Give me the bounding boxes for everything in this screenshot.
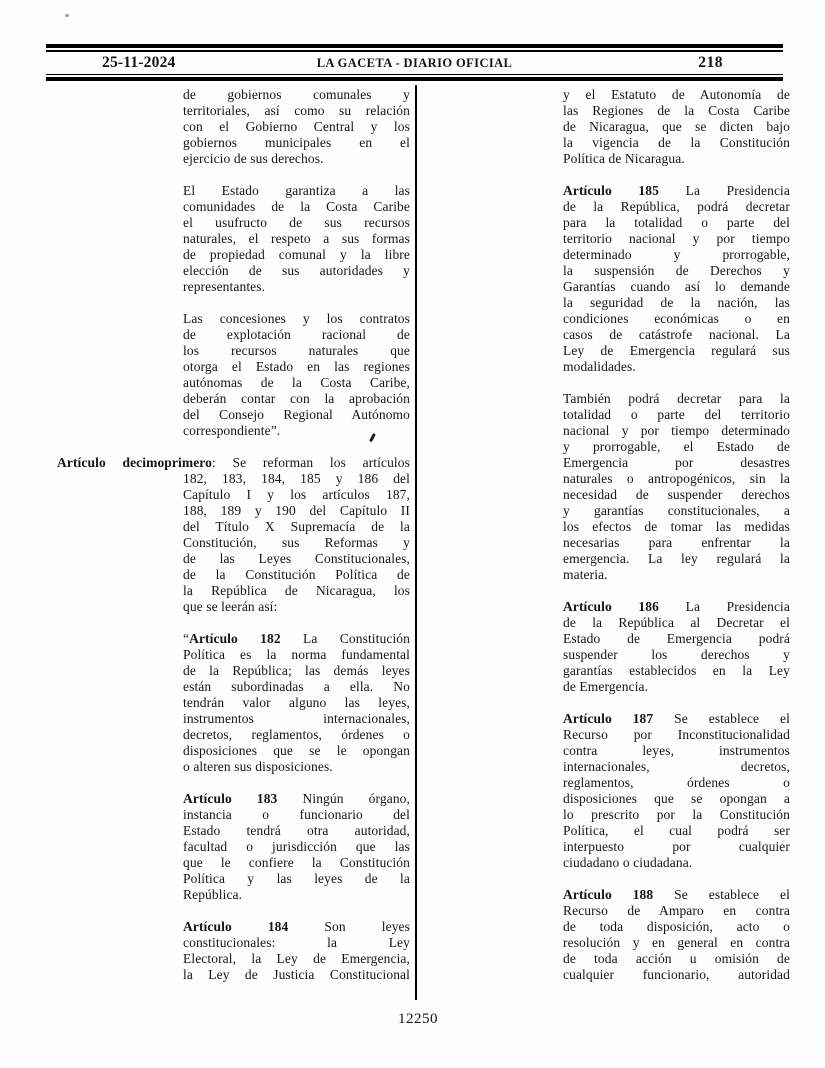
text-line: tendrán valor alguno las leyes, bbox=[183, 695, 410, 710]
text-line: Electoral, la Ley de Emergencia, bbox=[183, 951, 410, 966]
text-line: de propiedad comunal y la libre bbox=[183, 247, 410, 262]
text-line: de las Leyes Constitucionales, bbox=[183, 551, 410, 566]
paragraph bbox=[57, 455, 410, 615]
text-line: la seguridad de la nación, las bbox=[563, 295, 790, 310]
text-line: determinado y prorrogable, bbox=[563, 247, 790, 262]
text-line: contra leyes, instrumentos bbox=[563, 743, 790, 758]
text-line bbox=[563, 183, 790, 199]
text-line: y garantías constitucionales, a bbox=[563, 503, 790, 518]
text-line: los recursos naturales que bbox=[183, 343, 410, 358]
text-line: facultad o jurisdicción que las bbox=[183, 839, 410, 854]
text-line: 182, 183, 184, 185 y 186 del bbox=[183, 471, 410, 486]
text-segment: “ bbox=[183, 631, 190, 646]
text-line: Política, el cual podrá ser bbox=[563, 823, 790, 838]
header-rule-top-thick bbox=[46, 44, 783, 48]
text-line: Capítulo I y los artículos 187, bbox=[183, 487, 410, 502]
paragraph bbox=[437, 887, 790, 983]
text-line: y el Estatuto de Autonomía de bbox=[563, 87, 790, 102]
text-line: Política de Nicaragua. bbox=[563, 151, 685, 166]
right-column bbox=[437, 87, 790, 999]
text-segment: Se establece el bbox=[653, 711, 790, 726]
text-line: También podrá decretar para la bbox=[563, 391, 790, 406]
text-line: y prorrogable, el Estado de bbox=[563, 439, 790, 454]
column-divider bbox=[415, 85, 417, 1000]
text-line: disposiciones que se opongan a bbox=[563, 791, 790, 806]
text-line: del Título X Supremacía de la bbox=[183, 519, 410, 534]
text-segment: La Constitución bbox=[280, 631, 410, 646]
text-line: ciudadano o ciudadana. bbox=[563, 855, 693, 870]
paragraph bbox=[437, 599, 790, 695]
header-rule-bottom-thick bbox=[46, 77, 783, 81]
article-label: Artículo 182 bbox=[189, 631, 281, 646]
text-line: Garantías cuando así lo demande bbox=[563, 279, 790, 294]
text-line: interpuesto por cualquier bbox=[563, 839, 790, 854]
article-label: Artículo decimoprimero bbox=[57, 455, 212, 470]
text-line: de la República, podrá decretar bbox=[563, 199, 790, 214]
text-line: la vigencia de la Constitución bbox=[563, 135, 790, 150]
text-line: garantías establecidos en la Ley bbox=[563, 663, 790, 678]
text-line: internacionales, decretos, bbox=[563, 759, 790, 774]
text-segment: : Se reforman los artículos bbox=[212, 455, 410, 470]
article-label: Artículo 183 bbox=[183, 791, 278, 806]
text-line: la suspensión de Derechos y bbox=[563, 263, 790, 278]
text-line: territoriales, así como su relación bbox=[183, 103, 410, 118]
header-page-number: 218 bbox=[698, 53, 723, 71]
scan-artifact-dot bbox=[65, 14, 69, 17]
text-line: están subordinadas a ella. No bbox=[183, 679, 410, 694]
header-title: LA GACETA - DIARIO OFICIAL bbox=[316, 56, 513, 70]
text-line: emergencia. La ley regulará la bbox=[563, 551, 790, 566]
article-label: Artículo 184 bbox=[183, 919, 289, 934]
text-line: Recurso de Amparo en contra bbox=[563, 903, 790, 918]
text-line: elección de sus autoridades y bbox=[183, 263, 410, 278]
text-segment: La Presidencia bbox=[658, 599, 790, 614]
text-line: totalidad o parte del territorio bbox=[563, 407, 790, 422]
header-date: 25-11-2024 bbox=[102, 53, 176, 71]
text-line: la Ley de Justicia Constitucional bbox=[183, 967, 410, 982]
text-line: de la República al Decretar el bbox=[563, 615, 790, 630]
text-line: que le confiere la Constitución bbox=[183, 855, 410, 870]
text-line: suspender los derechos y bbox=[563, 647, 790, 662]
text-line: instrumentos internacionales, bbox=[183, 711, 410, 726]
text-line: otorga el Estado en las regiones bbox=[183, 359, 410, 374]
left-column bbox=[57, 87, 410, 999]
text-segment: La Presidencia bbox=[658, 183, 790, 198]
text-line: de explotación racional de bbox=[183, 327, 410, 342]
text-line: modalidades. bbox=[563, 359, 636, 374]
text-line: correspondiente”. bbox=[183, 423, 281, 438]
article-label: Artículo 186 bbox=[563, 599, 659, 614]
text-line: Constitución, sus Reformas y bbox=[183, 535, 410, 550]
article-label: Artículo 187 bbox=[563, 711, 654, 726]
text-line: lo prescrito por la Constitución bbox=[563, 807, 790, 822]
text-line: resolución y en general en contra bbox=[563, 935, 790, 950]
text-line: naturales, el respeto a sus formas bbox=[183, 231, 410, 246]
paragraph bbox=[57, 183, 410, 295]
header-row bbox=[46, 52, 783, 74]
article-label: Artículo 188 bbox=[563, 887, 654, 902]
text-line bbox=[563, 599, 790, 615]
text-line: de gobiernos comunales y bbox=[183, 87, 410, 102]
text-line: necesidad de suspender derechos bbox=[563, 487, 790, 502]
text-line: Las concesiones y los contratos bbox=[183, 311, 410, 326]
text-line bbox=[563, 711, 790, 727]
text-line: naturales o antropogénicos, sin la bbox=[563, 471, 790, 486]
paragraph bbox=[57, 87, 410, 167]
text-segment: Se establece el bbox=[653, 887, 790, 902]
text-line: las Regiones de la Costa Caribe bbox=[563, 103, 790, 118]
text-line: o alteren sus disposiciones. bbox=[183, 759, 333, 774]
text-segment: Ningún órgano, bbox=[277, 791, 410, 806]
text-line: Política y las leyes de la bbox=[183, 871, 410, 886]
text-line: territorio nacional y por tiempo bbox=[563, 231, 790, 246]
text-line bbox=[183, 631, 410, 647]
text-line: que se leerán así: bbox=[183, 599, 278, 614]
text-line: ejercicio de sus derechos. bbox=[183, 151, 324, 166]
text-line: disposiciones que se le opongan bbox=[183, 743, 410, 758]
text-line: condiciones económicas o en bbox=[563, 311, 790, 326]
text-line: los efectos de tomar las medidas bbox=[563, 519, 790, 534]
text-line: la República de Nicaragua, los bbox=[183, 583, 410, 598]
text-line: para la totalidad o parte del bbox=[563, 215, 790, 230]
text-line bbox=[183, 919, 410, 935]
text-line: del Consejo Regional Autónomo bbox=[183, 407, 410, 422]
paragraph bbox=[57, 311, 410, 439]
text-line: nacional y por tiempo determinado bbox=[563, 423, 790, 438]
text-line: de la República; las demás leyes bbox=[183, 663, 410, 678]
text-line: Emergencia por desastres bbox=[563, 455, 790, 470]
text-line: comunidades de la Costa Caribe bbox=[183, 199, 410, 214]
text-line: Estado de Emergencia podrá bbox=[563, 631, 790, 646]
paragraph bbox=[57, 791, 410, 903]
paragraph bbox=[437, 391, 790, 583]
text-line: Estado tendrá otra autoridad, bbox=[183, 823, 410, 838]
text-line: de Nicaragua, que se dicten bajo bbox=[563, 119, 790, 134]
text-line: gobiernos municipales en el bbox=[183, 135, 410, 150]
text-line: de toda acción u omisión de bbox=[563, 951, 790, 966]
text-line: Política es la norma fundamental bbox=[183, 647, 410, 662]
paragraph bbox=[437, 87, 790, 167]
page-header bbox=[46, 44, 783, 81]
text-segment: Son leyes bbox=[288, 919, 410, 934]
text-line: constitucionales: la Ley bbox=[183, 935, 410, 950]
text-line: 188, 189 y 190 del Capítulo II bbox=[183, 503, 410, 518]
text-line bbox=[183, 791, 410, 807]
text-line: cualquier funcionario, autoridad bbox=[563, 967, 790, 982]
text-line: reglamentos, órdenes o bbox=[563, 775, 790, 790]
text-line: deberán contar con la aprobación bbox=[183, 391, 410, 406]
paragraph bbox=[57, 919, 410, 983]
text-line: representantes. bbox=[183, 279, 266, 294]
paragraph bbox=[437, 711, 790, 871]
text-line: de Emergencia. bbox=[563, 679, 649, 694]
text-line: República. bbox=[183, 887, 243, 902]
text-line bbox=[57, 455, 410, 471]
text-line: el usufructo de sus recursos bbox=[183, 215, 410, 230]
text-line: decretos, reglamentos, órdenes o bbox=[183, 727, 410, 742]
text-line: casos de catástrofe nacional. La bbox=[563, 327, 790, 342]
text-line: autónomas de la Costa Caribe, bbox=[183, 375, 410, 390]
text-line: de toda disposición, acto o bbox=[563, 919, 790, 934]
text-line: con el Gobierno Central y los bbox=[183, 119, 410, 134]
text-line bbox=[563, 887, 790, 903]
text-line: necesarias para enfrentar la bbox=[563, 535, 790, 550]
text-line: Ley de Emergencia regulará sus bbox=[563, 343, 790, 358]
text-line: de la Constitución Política de bbox=[183, 567, 410, 582]
paragraph bbox=[437, 183, 790, 375]
text-line: materia. bbox=[563, 567, 608, 582]
paragraph bbox=[57, 631, 410, 775]
article-label: Artículo 185 bbox=[563, 183, 659, 198]
folio-number: 12250 bbox=[398, 1011, 438, 1027]
text-line: Recurso por Inconstitucionalidad bbox=[563, 727, 790, 742]
text-line: El Estado garantiza a las bbox=[183, 183, 410, 198]
text-line: instancia o funcionario del bbox=[183, 807, 410, 822]
header-rule-bottom-thin bbox=[46, 74, 783, 76]
